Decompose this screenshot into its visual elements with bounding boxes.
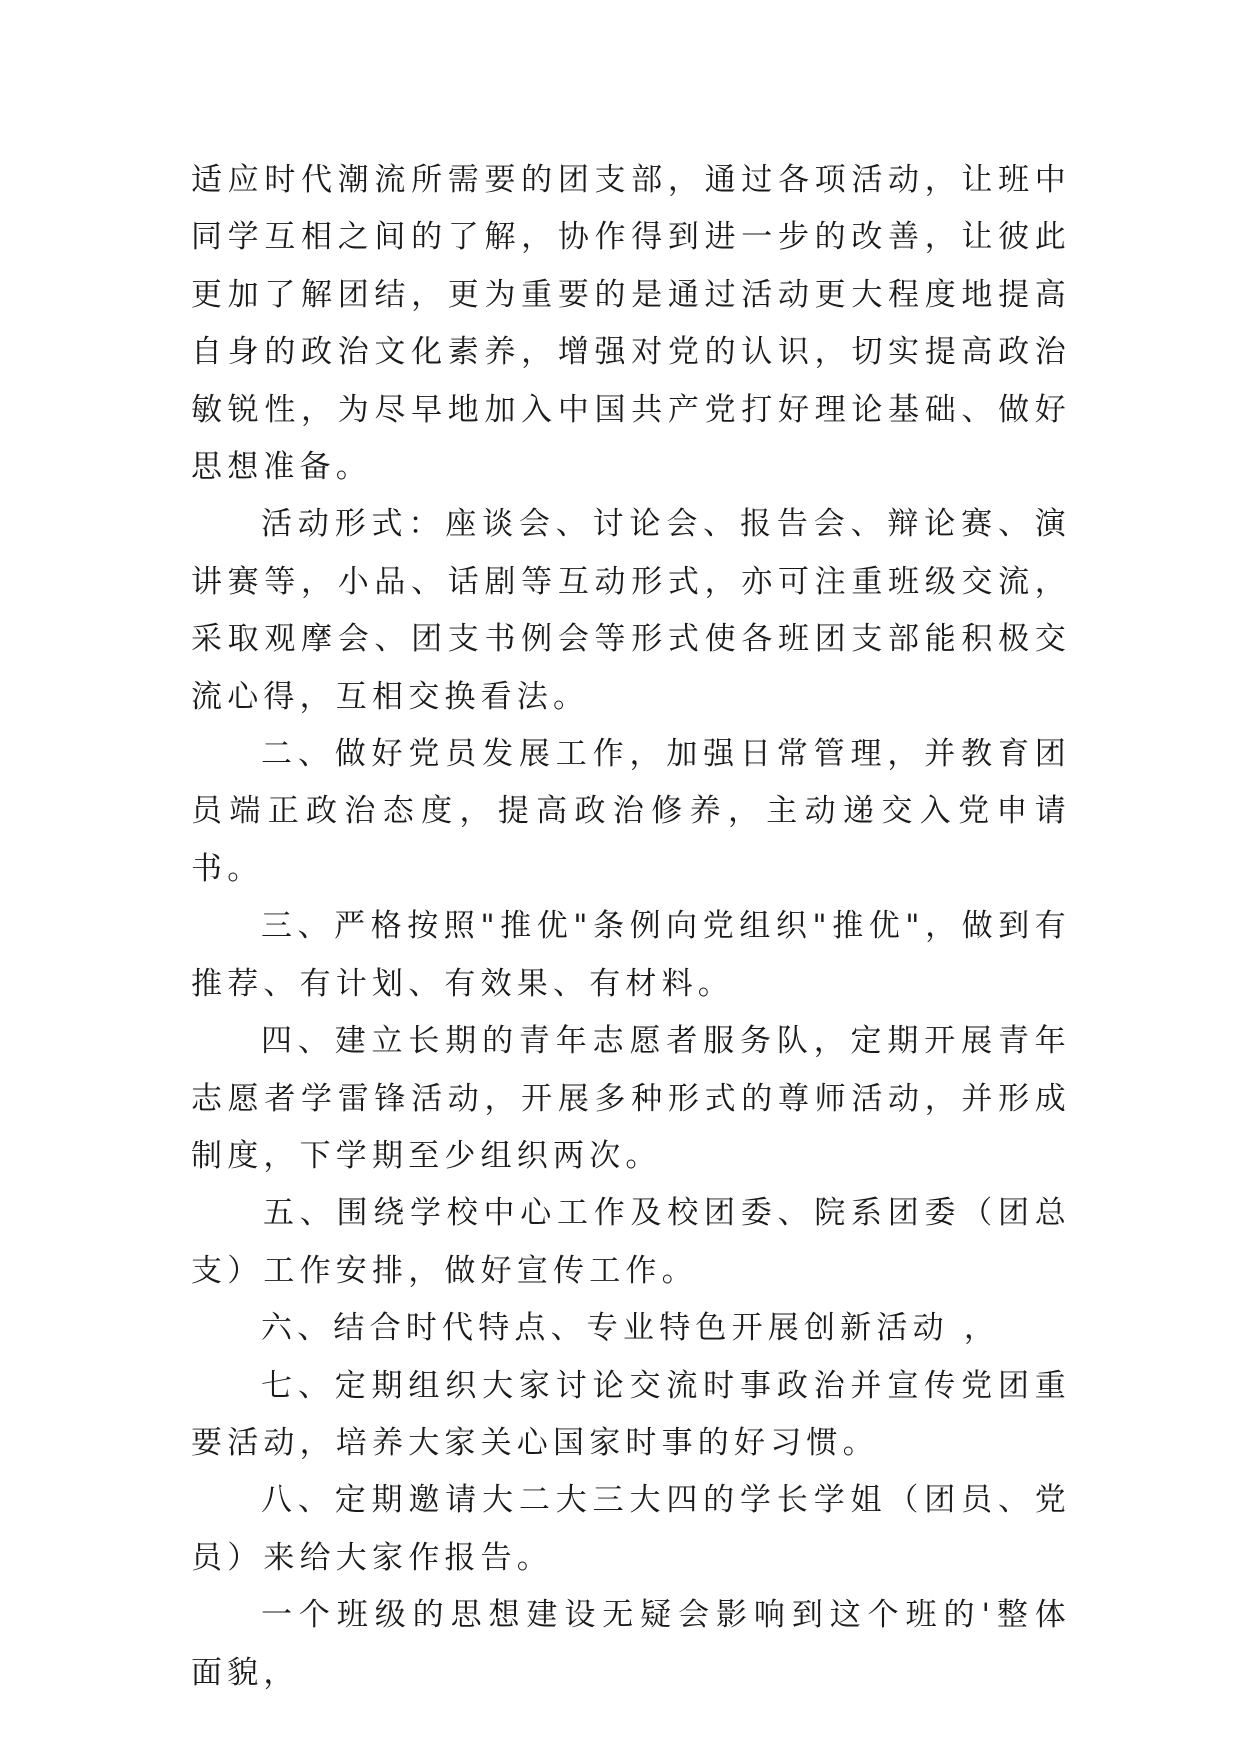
- paragraph-continued: 适应时代潮流所需要的团支部，通过各项活动，让班中同学互相之间的了解，协作得到进一步的改善，让彼此更加了解团结，更为重要的是通过活动更大程度地提高自身的政治文化素养，增强对党的认识，切实提高政治敏锐性，为尽早地加入中国共产党打好理论基础、做好思想准备。: [191, 162, 1071, 486]
- paragraph-activity-forms: 活动形式：座谈会、讨论会、报告会、辩论赛、演讲赛等，小品、话剧等互动形式，亦可注重班级交流，采取观摩会、团支书例会等形式使各班团支部能积极交流心得，互相交换看法。: [191, 506, 1071, 715]
- paragraph-item-6: 六、结合时代特点、专业特色开展创新活动 ，: [261, 1310, 1001, 1347]
- paragraph-item-7: 七、定期组织大家讨论交流时事政治并宣传党团重要活动，培养大家关心国家时事的好习惯。: [191, 1367, 1071, 1461]
- paragraph-item-4: 四、建立长期的青年志愿者服务队，定期开展青年志愿者学雷锋活动，开展多种形式的尊师活动，并形成制度，下学期至少组织两次。: [191, 1023, 1071, 1174]
- document-body: [191, 152, 1071, 1702]
- paragraph-closing: 一个班级的思想建设无疑会影响到这个班的'整体面貌，: [191, 1597, 1071, 1691]
- paragraph-item-8: 八、定期邀请大二大三大四的学长学姐（团员、党员）来给大家作报告。: [191, 1482, 1071, 1576]
- paragraph-item-2: 二、做好党员发展工作，加强日常管理，并教育团员端正政治态度，提高政治修养，主动递交入党申请书。: [191, 736, 1071, 887]
- paragraph-item-3: 三、严格按照"推优"条例向党组织"推优"，做到有推荐、有计划、有效果、有材料。: [191, 908, 1071, 1002]
- paragraph-item-5: 五、围绕学校中心工作及校团委、院系团委（团总支）工作安排，做好宣传工作。: [191, 1195, 1071, 1289]
